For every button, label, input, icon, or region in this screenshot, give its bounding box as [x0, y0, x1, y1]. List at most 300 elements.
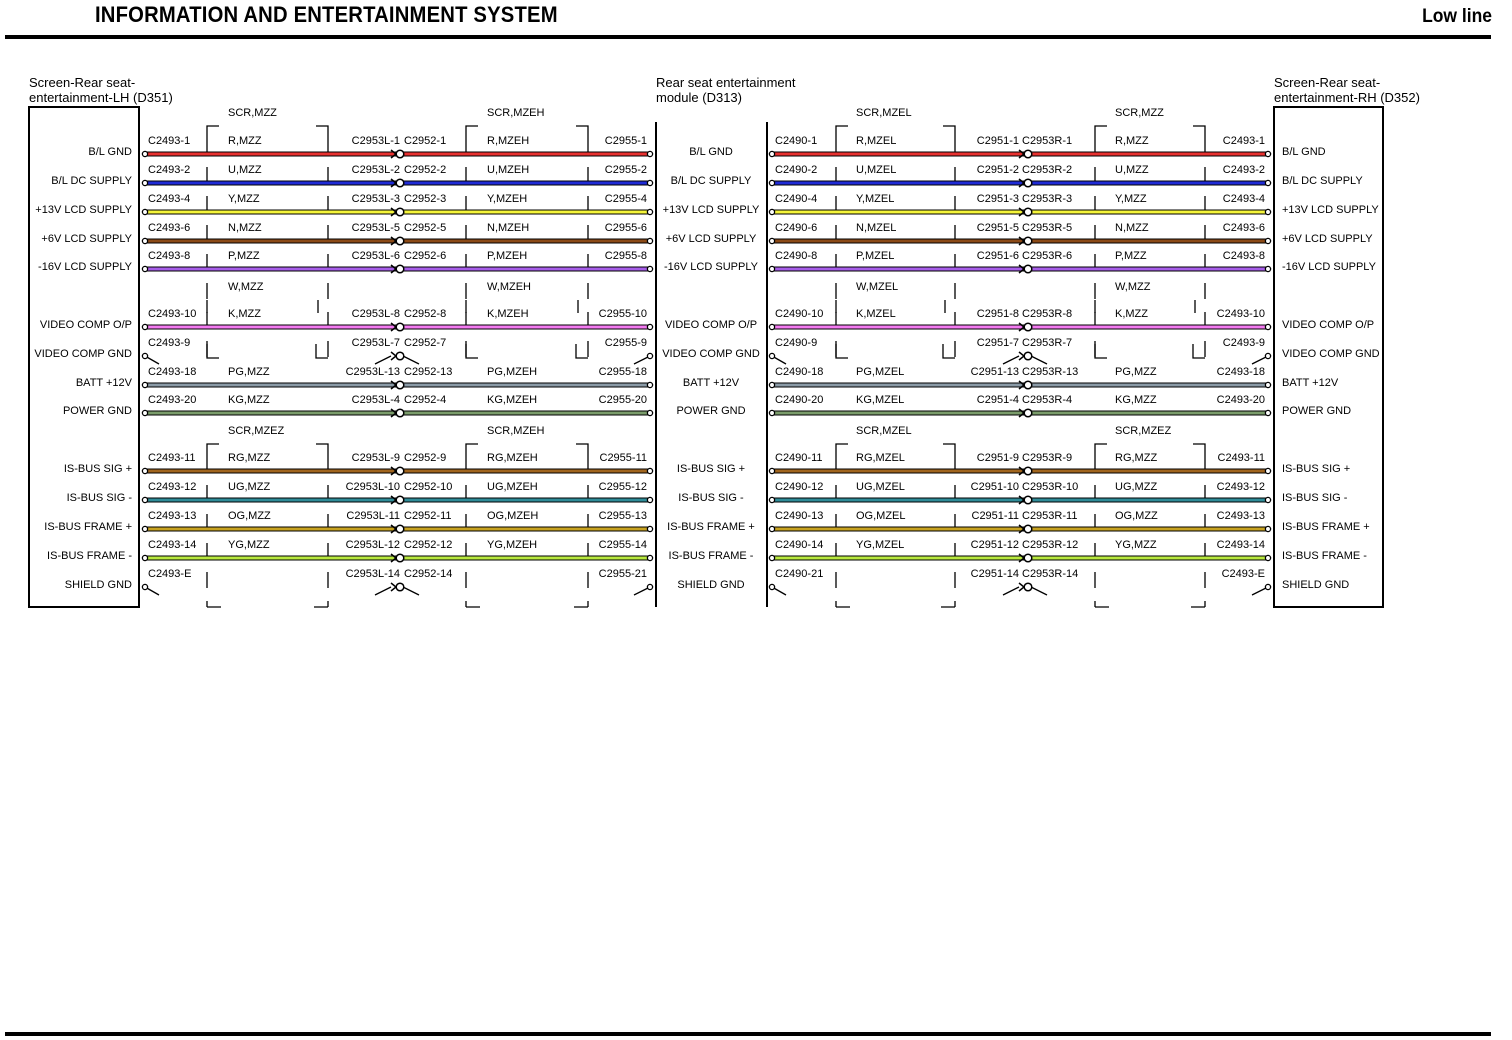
inline-connector: [1024, 237, 1032, 245]
pin-label-rh: VIDEO COMP O/P: [1282, 319, 1375, 331]
terminal-dot: [142, 497, 147, 502]
connector-label: C2490-12: [775, 481, 824, 493]
ground-stub: [1031, 356, 1047, 364]
connector-label: C2493-10: [148, 308, 197, 320]
connector-label: C2952-12: [404, 539, 453, 551]
pin-label-lh: +6V LCD SUPPLY: [41, 233, 132, 245]
terminal-dot: [142, 410, 147, 415]
connector-label: C2955-6: [604, 222, 647, 234]
shield-label: SCR,MZEL: [856, 425, 912, 437]
terminal-dot: [769, 382, 774, 387]
terminal-dot: [142, 584, 147, 589]
pin-label-module: BATT +12V: [682, 377, 740, 389]
wire-label: YG,MZEL: [856, 539, 905, 551]
wire-label: KG,MZEH: [487, 394, 538, 406]
wire-label: K,MZEH: [487, 308, 529, 320]
connector-label: C2951-2: [976, 164, 1019, 176]
pin-label-rh: IS-BUS SIG -: [1282, 492, 1348, 504]
wire-label: KG,MZZ: [228, 394, 270, 406]
wire-label: UG,MZZ: [1115, 481, 1158, 493]
terminal-dot: [1265, 209, 1270, 214]
connector-label: C2953R-6: [1022, 250, 1073, 262]
terminal-dot: [769, 555, 774, 560]
connector-label: C2493-1: [148, 135, 191, 147]
ground-stub: [403, 356, 419, 364]
pin-label-rh: +6V LCD SUPPLY: [1282, 233, 1373, 245]
wire-label: PG,MZZ: [1115, 366, 1157, 378]
pin-label-rh: IS-BUS FRAME +: [1282, 521, 1370, 533]
connector-label: C2493-12: [1216, 481, 1265, 493]
pin-label-lh: B/L GND: [88, 146, 132, 158]
terminal-dot: [1265, 324, 1270, 329]
terminal-dot: [647, 497, 652, 502]
shield-drain: [1193, 344, 1205, 358]
pin-label-module: -16V LCD SUPPLY: [664, 261, 758, 273]
terminal-dot: [769, 180, 774, 185]
wire-label: RG,MZZ: [228, 452, 271, 464]
connector-label: C2953R-3: [1022, 193, 1073, 205]
connector-label: C2493-13: [1216, 510, 1265, 522]
inline-connector: [1024, 381, 1032, 389]
terminal-dot: [647, 410, 652, 415]
connector-label: C2953L-2: [351, 164, 400, 176]
connector-label: C2951-3: [976, 193, 1019, 205]
connector-label: C2953L-7: [351, 337, 400, 349]
inline-connector: [396, 323, 404, 331]
pin-label-module: +13V LCD SUPPLY: [662, 204, 760, 216]
page-title: INFORMATION AND ENTERTAINMENT SYSTEM: [95, 2, 558, 27]
wire-label: R,MZZ: [1115, 135, 1149, 147]
connector-label: C2493-E: [148, 568, 192, 580]
shield-drain: [466, 344, 478, 358]
ground-stub: [1031, 587, 1047, 595]
terminal-dot: [647, 584, 652, 589]
connector-label: C2953R-1: [1022, 135, 1073, 147]
pin-label-lh: B/L DC SUPPLY: [51, 175, 132, 187]
wire-label: P,MZEH: [487, 250, 528, 262]
drain-label: W,MZZ: [228, 281, 264, 293]
inline-connector: [1024, 554, 1032, 562]
terminal-dot: [1265, 180, 1270, 185]
connector-label: C2953L-5: [351, 222, 400, 234]
pin-label-rh: B/L GND: [1282, 146, 1326, 158]
connector-label: C2951-7: [976, 337, 1019, 349]
terminal-dot: [647, 382, 652, 387]
drain-label: W,MZEH: [487, 281, 531, 293]
shield-upper-a-top: [207, 126, 328, 138]
inline-connector: [396, 150, 404, 158]
wire-label: KG,MZEL: [856, 394, 905, 406]
connector-label: C2493-13: [148, 510, 197, 522]
connector-label: C2952-6: [404, 250, 447, 262]
wire-label: N,MZZ: [1115, 222, 1149, 234]
inline-connector: [396, 467, 404, 475]
shield-label: SCR,MZEH: [487, 107, 545, 119]
terminal-dot: [142, 555, 147, 560]
connector-label: C2490-21: [775, 568, 824, 580]
terminal-dot: [142, 324, 147, 329]
connector-label: C2953L-3: [351, 193, 400, 205]
connector-label: C2953L-13: [345, 366, 400, 378]
wire-label: OG,MZZ: [228, 510, 271, 522]
connector-label: C2952-7: [404, 337, 447, 349]
wire-label: KG,MZZ: [1115, 394, 1157, 406]
pin-label-lh: IS-BUS SIG +: [63, 463, 132, 475]
wire-label: R,MZZ: [228, 135, 262, 147]
connector-label: C2951-14: [970, 568, 1019, 580]
connector-label: C2955-18: [598, 366, 647, 378]
ground-stub: [375, 587, 391, 595]
pin-label-module: POWER GND: [676, 405, 746, 417]
shield-label: SCR,MZEH: [487, 425, 545, 437]
terminal-dot: [647, 151, 652, 156]
connector-label: C2490-10: [775, 308, 824, 320]
connector-label: C2493-4: [1222, 193, 1265, 205]
wire-label: OG,MZZ: [1115, 510, 1158, 522]
shield-drain: [207, 344, 219, 358]
inline-connector: [1024, 409, 1032, 417]
terminal-dot: [1265, 266, 1270, 271]
connector-label: C2951-5: [976, 222, 1019, 234]
pin-label-lh: VIDEO COMP GND: [34, 348, 132, 360]
shield-upper-a-sides: [207, 138, 328, 365]
connector-label: C2953L-14: [345, 568, 400, 580]
screen-lh-title-2: entertainment-LH (D351): [29, 90, 173, 105]
shield-upper-b-top: [1095, 126, 1205, 138]
pin-label-module: SHIELD GND: [677, 579, 745, 591]
connector-label: C2953R-10: [1022, 481, 1079, 493]
connector-label: C2493-4: [148, 193, 191, 205]
connector-label: C2493-6: [148, 222, 191, 234]
shield-label: SCR,MZZ: [1115, 107, 1164, 119]
connector-label: C2953R-13: [1022, 366, 1079, 378]
terminal-dot: [769, 151, 774, 156]
connector-label: C2955-9: [604, 337, 647, 349]
connector-label: C2955-10: [598, 308, 647, 320]
wire-label: UG,MZEL: [856, 481, 905, 493]
terminal-dot: [1265, 584, 1270, 589]
connector-label: C2952-2: [404, 164, 447, 176]
connector-label: C2952-14: [404, 568, 453, 580]
terminal-dot: [142, 180, 147, 185]
pin-label-module: VIDEO COMP O/P: [664, 319, 758, 331]
pin-label-lh: IS-BUS FRAME +: [44, 521, 132, 533]
connector-label: C2955-21: [598, 568, 647, 580]
terminal-dot: [142, 353, 147, 358]
connector-label: C2953R-14: [1022, 568, 1079, 580]
pin-label-rh: IS-BUS SIG +: [1282, 463, 1351, 475]
ground-stub: [1003, 587, 1019, 595]
terminal-dot: [1265, 410, 1270, 415]
connector-label: C2952-11: [404, 510, 452, 522]
screen-lh-title: Screen-Rear seat-: [29, 75, 136, 90]
terminal-dot: [142, 266, 147, 271]
wire-label: RG,MZEL: [856, 452, 905, 464]
connector-label: C2493-14: [1216, 539, 1265, 551]
connector-label: C2493-10: [1216, 308, 1265, 320]
connector-label: C2952-5: [404, 222, 447, 234]
wire-label: N,MZEL: [856, 222, 897, 234]
connector-label: C2952-10: [404, 481, 453, 493]
pin-label-rh: BATT +12V: [1282, 377, 1339, 389]
connector-label: C2952-1: [404, 135, 447, 147]
wire-label: OG,MZEH: [487, 510, 539, 522]
wire-label: Y,MZZ: [228, 193, 260, 205]
pin-label-lh: SHIELD GND: [64, 579, 132, 591]
connector-label: C2951-1: [976, 135, 1019, 147]
connector-label: C2953R-9: [1022, 452, 1073, 464]
shield-drain: [316, 344, 328, 358]
wire-label: U,MZZ: [228, 164, 262, 176]
wire-label: OG,MZEL: [856, 510, 906, 522]
inline-connector-arrow: [391, 352, 396, 360]
wire-label: PG,MZEH: [487, 366, 538, 378]
terminal-dot: [142, 468, 147, 473]
terminal-dot: [769, 526, 774, 531]
wire-label: YG,MZZ: [1115, 539, 1157, 551]
connector-label: C2955-8: [604, 250, 647, 262]
connector-label: C2493-20: [148, 394, 197, 406]
wire-label: UG,MZEH: [487, 481, 538, 493]
terminal-dot: [1265, 238, 1270, 243]
connector-label: C2493-8: [148, 250, 191, 262]
connector-label: C2955-1: [604, 135, 647, 147]
shield-label: SCR,MZEL: [856, 107, 912, 119]
pin-label-rh: SHIELD GND: [1282, 579, 1350, 591]
wire-label: N,MZEH: [487, 222, 530, 234]
connector-label: C2953L-6: [351, 250, 400, 262]
inline-connector-arrow: [1019, 583, 1024, 591]
connector-label: C2490-4: [775, 193, 818, 205]
connector-label: C2490-14: [775, 539, 824, 551]
terminal-dot: [647, 180, 652, 185]
inline-connector-arrow: [1019, 352, 1024, 360]
connector-label: C2490-1: [775, 135, 818, 147]
connector-label: C2955-4: [604, 193, 647, 205]
connector-label: C2493-11: [148, 452, 196, 464]
wire-label: U,MZEL: [856, 164, 897, 176]
pin-label-module: IS-BUS SIG -: [678, 492, 744, 504]
terminal-dot: [769, 497, 774, 502]
inline-connector: [396, 381, 404, 389]
inline-connector: [396, 352, 404, 360]
wire-label: P,MZZ: [228, 250, 260, 262]
inline-connector: [396, 409, 404, 417]
wire-label: Y,MZEH: [487, 193, 528, 205]
connector-label: C2951-11: [971, 510, 1019, 522]
terminal-dot: [1265, 353, 1270, 358]
inline-connector: [1024, 208, 1032, 216]
connector-label: C2952-13: [404, 366, 453, 378]
pin-label-module: VIDEO COMP GND: [662, 348, 760, 360]
connector-label: C2953L-8: [351, 308, 400, 320]
wire-label: U,MZEH: [487, 164, 530, 176]
shield-drain: [576, 344, 588, 358]
connector-label: C2493-20: [1216, 394, 1265, 406]
connector-label: C2955-14: [598, 539, 647, 551]
terminal-dot: [142, 209, 147, 214]
terminal-dot: [769, 353, 774, 358]
connector-label: C2493-9: [148, 337, 191, 349]
connector-label: C2490-11: [775, 452, 823, 464]
connector-label: C2953R-5: [1022, 222, 1073, 234]
connector-label: C2953L-11: [346, 510, 400, 522]
connector-label: C2951-10: [970, 481, 1019, 493]
connector-label: C2951-13: [970, 366, 1019, 378]
module-title-2: module (D313): [656, 90, 742, 105]
screen-rh-title-2: entertainment-RH (D352): [1274, 90, 1420, 105]
inline-connector-arrow: [391, 583, 396, 591]
pin-label-rh: POWER GND: [1282, 405, 1352, 417]
pin-label-lh: +13V LCD SUPPLY: [35, 204, 132, 216]
pin-label-lh: BATT +12V: [75, 377, 132, 389]
drain-label: W,MZEL: [856, 281, 899, 293]
terminal-dot: [1265, 382, 1270, 387]
drain-label: W,MZZ: [1115, 281, 1151, 293]
terminal-dot: [769, 410, 774, 415]
connector-label: C2953R-7: [1022, 337, 1073, 349]
pin-label-lh: VIDEO COMP O/P: [39, 319, 132, 331]
connector-label: C2493-6: [1222, 222, 1265, 234]
terminal-dot: [769, 584, 774, 589]
terminal-dot: [769, 468, 774, 473]
terminal-dot: [647, 353, 652, 358]
wire-label: P,MZZ: [1115, 250, 1147, 262]
page-subtitle: Low line: [1422, 6, 1492, 27]
connector-label: C2953L-12: [345, 539, 400, 551]
wire-label: R,MZEL: [856, 135, 897, 147]
connector-label: C2953R-4: [1022, 394, 1073, 406]
wire-label: K,MZEL: [856, 308, 896, 320]
inline-connector: [1024, 265, 1032, 273]
pin-label-module: IS-BUS FRAME -: [668, 550, 754, 562]
wire-label: YG,MZZ: [228, 539, 270, 551]
terminal-dot: [647, 209, 652, 214]
connector-label: C2493-11: [1217, 452, 1265, 464]
connector-label: C2953R-2: [1022, 164, 1073, 176]
connector-label: C2493-8: [1222, 250, 1265, 262]
terminal-dot: [647, 324, 652, 329]
wire-label: RG,MZEH: [487, 452, 538, 464]
terminal-dot: [647, 238, 652, 243]
inline-connector: [396, 179, 404, 187]
screen-rh-title: Screen-Rear seat-: [1274, 75, 1381, 90]
connector-label: C2953L-10: [345, 481, 400, 493]
shield-drain: [836, 344, 848, 358]
connector-label: C2493-18: [148, 366, 197, 378]
pin-label-rh: VIDEO COMP GND: [1282, 348, 1380, 360]
terminal-dot: [1265, 497, 1270, 502]
connector-label: C2490-2: [775, 164, 818, 176]
terminal-dot: [142, 526, 147, 531]
terminal-dot: [1265, 526, 1270, 531]
shield-upper-b-sides: [1095, 138, 1205, 365]
connector-label: C2953L-4: [351, 394, 400, 406]
pin-label-rh: IS-BUS FRAME -: [1282, 550, 1367, 562]
terminal-dot: [769, 266, 774, 271]
connector-label: C2955-20: [598, 394, 647, 406]
pin-label-rh: B/L DC SUPPLY: [1282, 175, 1363, 187]
connector-label: C2490-6: [775, 222, 818, 234]
connector-label: C2490-18: [775, 366, 824, 378]
terminal-dot: [769, 238, 774, 243]
connector-label: C2493-E: [1221, 568, 1265, 580]
inline-connector: [1024, 583, 1032, 591]
connector-label: C2953R-11: [1022, 510, 1078, 522]
connector-label: C2951-4: [976, 394, 1019, 406]
wire-label: UG,MZZ: [228, 481, 271, 493]
connector-label: C2951-9: [976, 452, 1019, 464]
inline-connector: [396, 237, 404, 245]
wire-label: K,MZZ: [228, 308, 261, 320]
ground-stub: [375, 356, 391, 364]
pin-label-lh: POWER GND: [62, 405, 132, 417]
pin-label-lh: IS-BUS SIG -: [66, 492, 132, 504]
terminal-dot: [1265, 468, 1270, 473]
shield-label: SCR,MZZ: [228, 107, 277, 119]
wire-label: YG,MZEH: [487, 539, 538, 551]
connector-label: C2952-4: [404, 394, 447, 406]
wire-label: U,MZZ: [1115, 164, 1149, 176]
shield-label: SCR,MZEZ: [1115, 425, 1172, 437]
module-title: Rear seat entertainment: [656, 75, 796, 90]
connector-label: C2493-18: [1216, 366, 1265, 378]
wire-label: Y,MZEL: [856, 193, 895, 205]
inline-connector: [396, 496, 404, 504]
pin-label-module: B/L GND: [689, 146, 733, 158]
wire-label: R,MZEH: [487, 135, 530, 147]
terminal-dot: [142, 238, 147, 243]
connector-label: C2955-13: [598, 510, 647, 522]
terminal-dot: [769, 209, 774, 214]
connector-label: C2951-8: [976, 308, 1019, 320]
pin-label-rh: +13V LCD SUPPLY: [1282, 204, 1379, 216]
inline-connector: [1024, 323, 1032, 331]
pin-label-lh: -16V LCD SUPPLY: [38, 261, 132, 273]
connector-label: C2493-2: [148, 164, 191, 176]
connector-label: C2493-14: [148, 539, 197, 551]
wire-label: RG,MZZ: [1115, 452, 1158, 464]
connector-label: C2952-8: [404, 308, 447, 320]
pin-label-module: IS-BUS SIG +: [676, 463, 746, 475]
wire-label: PG,MZEL: [856, 366, 905, 378]
terminal-dot: [1265, 151, 1270, 156]
inline-connector: [396, 208, 404, 216]
ground-stub: [403, 587, 419, 595]
pin-label-module: B/L DC SUPPLY: [670, 175, 752, 187]
wire-label: K,MZZ: [1115, 308, 1148, 320]
pin-label-module: +6V LCD SUPPLY: [665, 233, 757, 245]
pin-label-module: IS-BUS FRAME +: [667, 521, 755, 533]
connector-label: C2493-1: [1222, 135, 1265, 147]
wire-label: N,MZZ: [228, 222, 262, 234]
inline-connector: [1024, 467, 1032, 475]
shield-drain: [1095, 344, 1107, 358]
connector-label: C2953R-12: [1022, 539, 1079, 551]
shield-label: SCR,MZEZ: [228, 425, 285, 437]
terminal-dot: [647, 526, 652, 531]
connector-label: C2955-11: [599, 452, 647, 464]
terminal-dot: [647, 555, 652, 560]
connector-label: C2953L-1: [351, 135, 400, 147]
connector-label: C2955-12: [598, 481, 647, 493]
wire-label: P,MZEL: [856, 250, 895, 262]
wire-label: Y,MZZ: [1115, 193, 1147, 205]
connector-label: C2490-20: [775, 394, 824, 406]
connector-label: C2951-12: [970, 539, 1019, 551]
inline-connector: [1024, 525, 1032, 533]
connector-label: C2493-2: [1222, 164, 1265, 176]
